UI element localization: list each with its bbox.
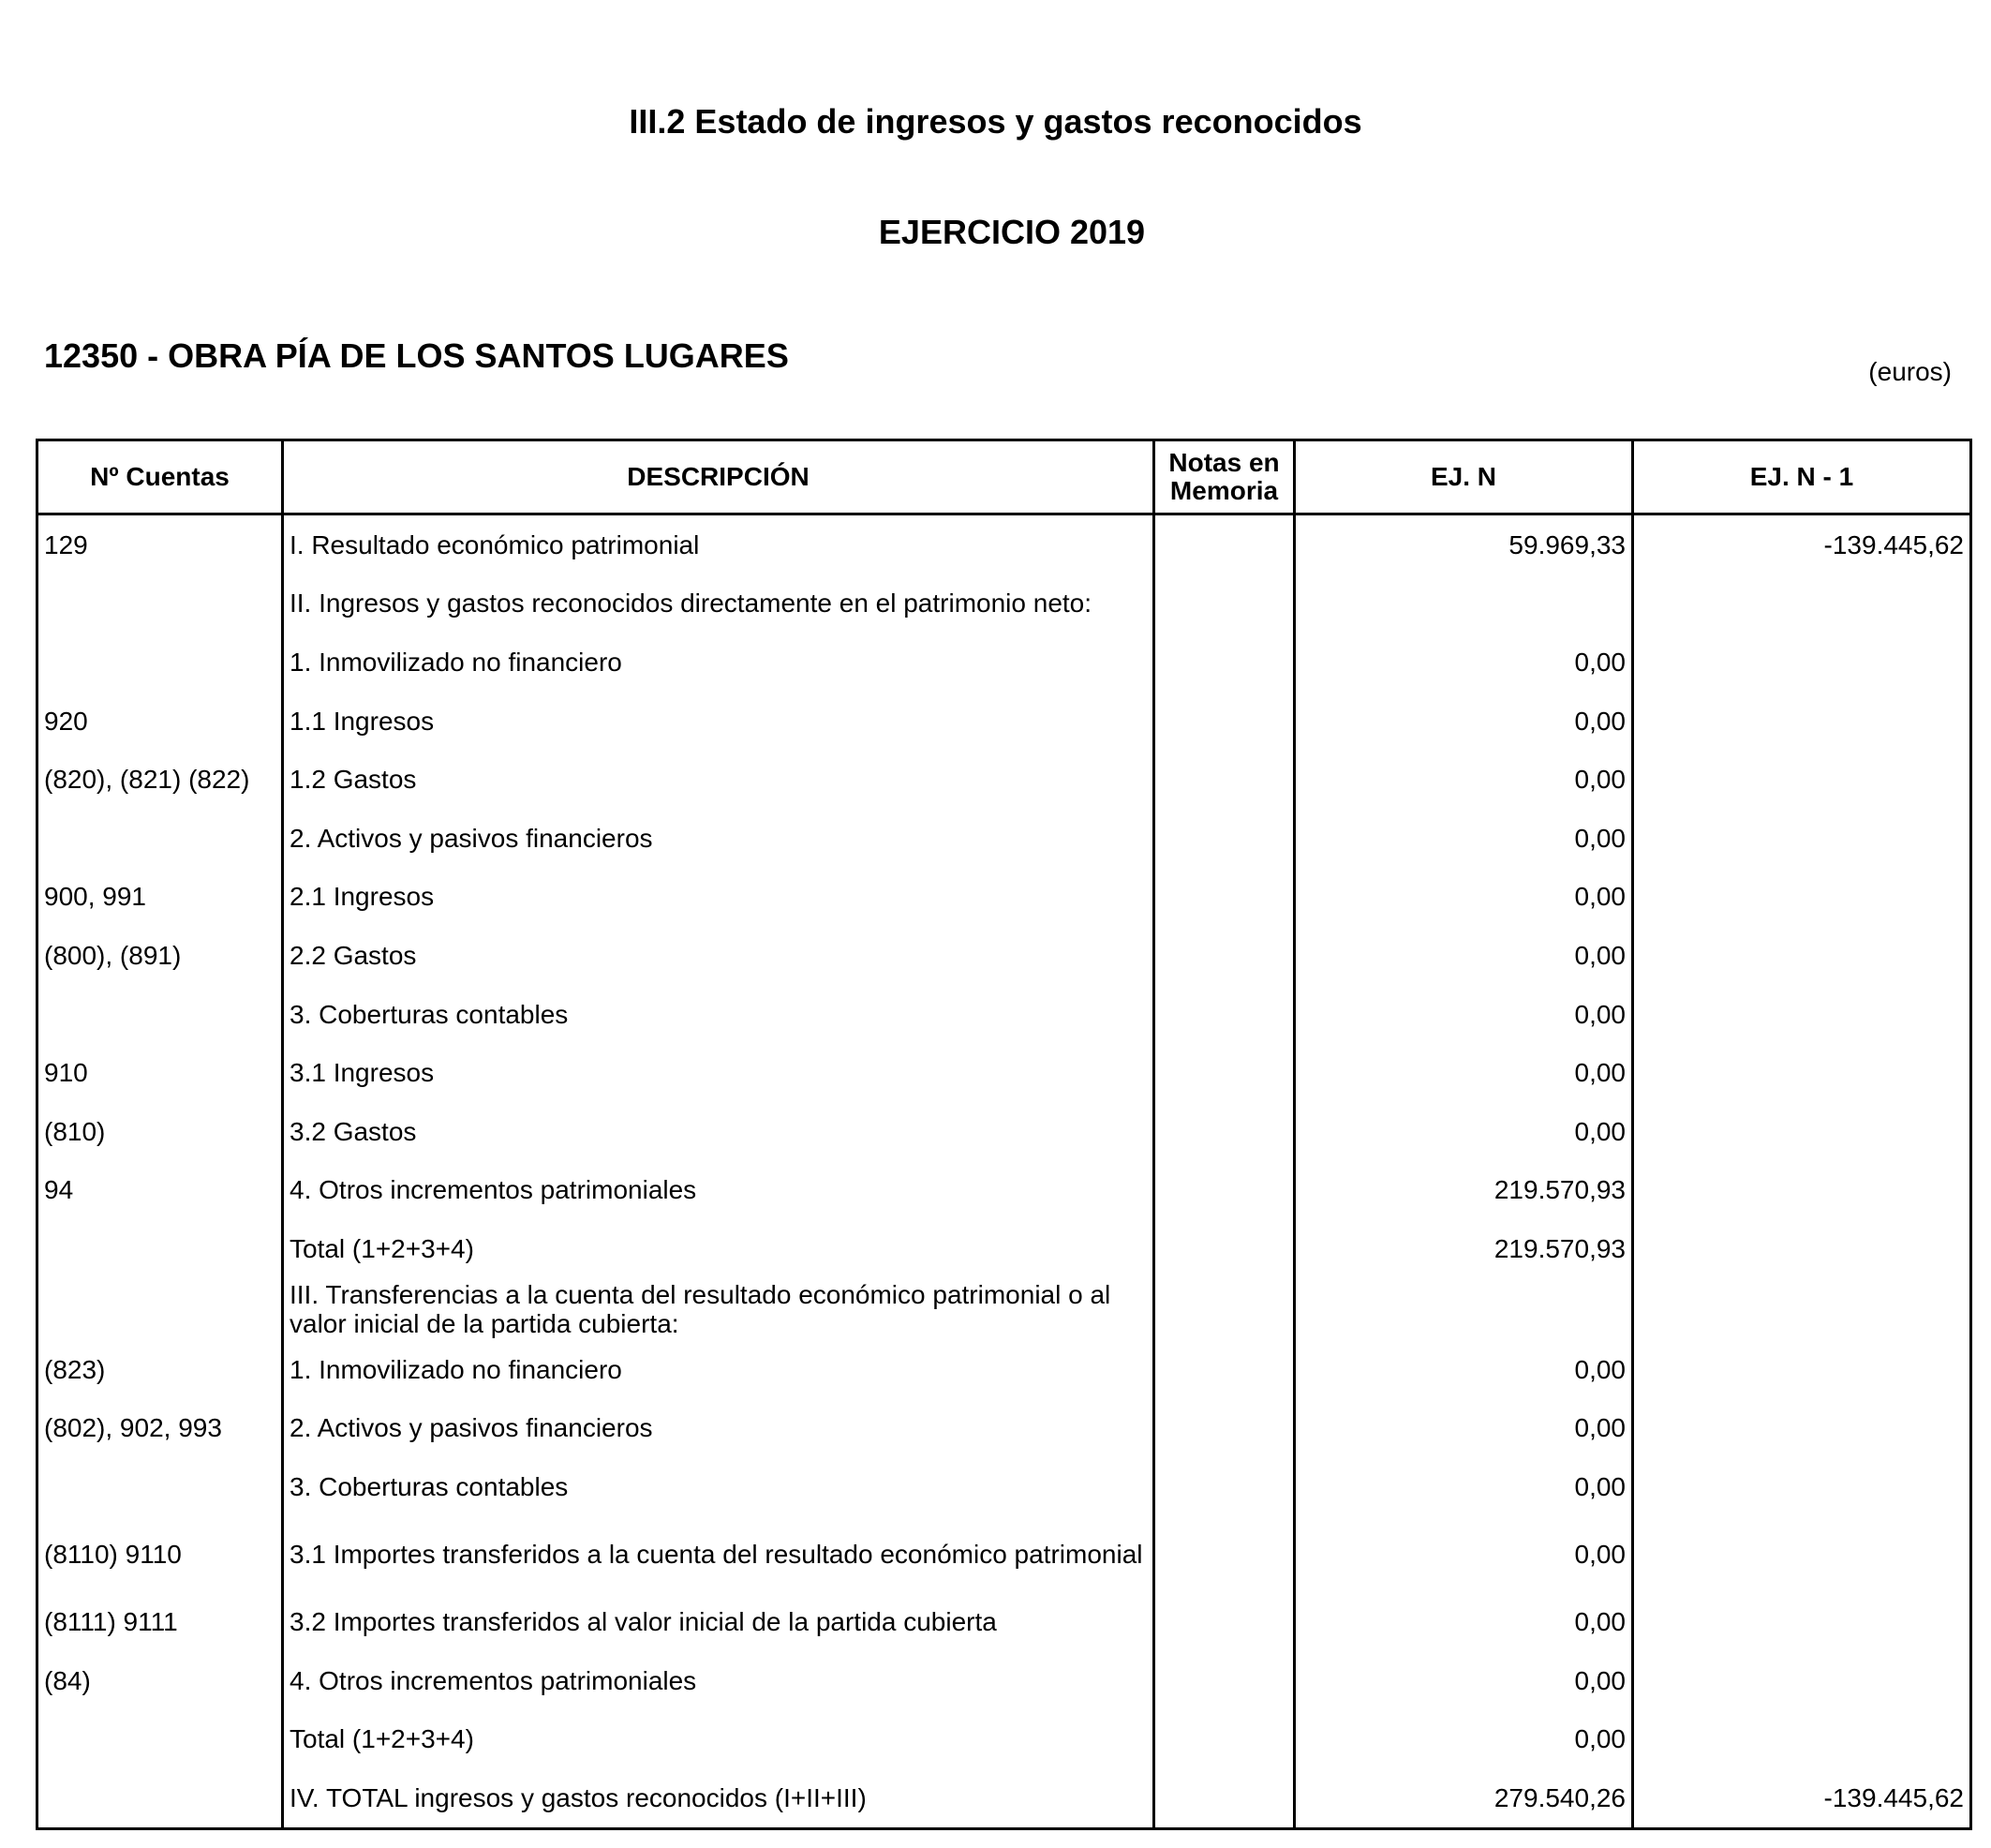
cell-notes (1154, 514, 1295, 574)
col-header-notes: Notas en Memoria (1154, 440, 1295, 514)
cell-accounts: (823) (37, 1340, 283, 1399)
cell-accounts: (802), 902, 993 (37, 1398, 283, 1457)
cell-accounts: (84) (37, 1651, 283, 1710)
cell-notes (1154, 633, 1295, 692)
cell-previous (1633, 1102, 1971, 1161)
cell-accounts: 94 (37, 1161, 283, 1220)
cell-description: 3. Coberturas contables (283, 985, 1154, 1044)
cell-accounts (37, 1710, 283, 1769)
cell-description: 2. Activos y pasivos financieros (283, 809, 1154, 868)
cell-notes (1154, 1161, 1295, 1220)
cell-notes (1154, 750, 1295, 809)
cell-description: 3.1 Ingresos (283, 1043, 1154, 1102)
cell-previous (1633, 1043, 1971, 1102)
table-row (37, 868, 1971, 927)
cell-current: 0,00 (1295, 1043, 1633, 1102)
col-header-description: DESCRIPCIÓN (283, 440, 1154, 514)
cell-previous (1633, 809, 1971, 868)
cell-accounts: 900, 991 (37, 868, 283, 927)
cell-current: 0,00 (1295, 1102, 1633, 1161)
cell-description: Total (1+2+3+4) (283, 1219, 1154, 1278)
table-row (37, 1340, 1971, 1399)
cell-previous (1633, 1710, 1971, 1769)
table-row (37, 1593, 1971, 1652)
cell-current: 0,00 (1295, 1710, 1633, 1769)
cell-current: 0,00 (1295, 1457, 1633, 1516)
cell-description: IV. TOTAL ingresos y gastos reconocidos (I+II+III) (283, 1768, 1154, 1828)
cell-notes (1154, 1278, 1295, 1340)
cell-description: I. Resultado económico patrimonial (283, 514, 1154, 574)
cell-accounts: (810) (37, 1102, 283, 1161)
cell-previous (1633, 1278, 1971, 1340)
cell-notes (1154, 1593, 1295, 1652)
cell-current: 0,00 (1295, 1593, 1633, 1652)
cell-current: 0,00 (1295, 633, 1633, 692)
cell-accounts: (820), (821) (822) (37, 750, 283, 809)
cell-accounts: (8111) 9111 (37, 1593, 283, 1652)
cell-current: 279.540,26 (1295, 1768, 1633, 1828)
cell-notes (1154, 809, 1295, 868)
cell-notes (1154, 1043, 1295, 1102)
cell-previous (1633, 1219, 1971, 1278)
col-header-accounts: Nº Cuentas (37, 440, 283, 514)
cell-previous (1633, 1161, 1971, 1220)
table-row (37, 1457, 1971, 1516)
cell-current: 0,00 (1295, 985, 1633, 1044)
cell-description: 1. Inmovilizado no financiero (283, 633, 1154, 692)
cell-previous (1633, 926, 1971, 985)
table-row (37, 1516, 1971, 1593)
cell-accounts: 910 (37, 1043, 283, 1102)
cell-current: 0,00 (1295, 926, 1633, 985)
cell-accounts (37, 574, 283, 633)
cell-notes (1154, 1651, 1295, 1710)
cell-current: 0,00 (1295, 1340, 1633, 1399)
cell-accounts: (8110) 9110 (37, 1516, 283, 1593)
cell-accounts (37, 1219, 283, 1278)
cell-current: 0,00 (1295, 750, 1633, 809)
table-header-row (37, 440, 1971, 514)
table-row (37, 926, 1971, 985)
cell-notes (1154, 926, 1295, 985)
cell-accounts (37, 1457, 283, 1516)
table-row (37, 1768, 1971, 1828)
cell-description: 4. Otros incrementos patrimoniales (283, 1161, 1154, 1220)
cell-notes (1154, 985, 1295, 1044)
cell-previous (1633, 1398, 1971, 1457)
cell-current: 219.570,93 (1295, 1161, 1633, 1220)
cell-description: 2. Activos y pasivos financieros (283, 1398, 1154, 1457)
cell-previous (1633, 692, 1971, 751)
cell-accounts: 129 (37, 514, 283, 574)
cell-description: 1.2 Gastos (283, 750, 1154, 809)
cell-previous (1633, 633, 1971, 692)
table-row (37, 809, 1971, 868)
cell-current: 0,00 (1295, 692, 1633, 751)
cell-previous (1633, 1593, 1971, 1652)
cell-notes (1154, 868, 1295, 927)
cell-notes (1154, 1516, 1295, 1593)
table-row (37, 985, 1971, 1044)
cell-previous (1633, 1457, 1971, 1516)
currency-units: (euros) (1868, 357, 1952, 386)
cell-accounts (37, 809, 283, 868)
cell-description: II. Ingresos y gastos reconocidos directamente en el patrimonio neto: (283, 574, 1154, 633)
cell-notes (1154, 1102, 1295, 1161)
cell-description: 4. Otros incrementos patrimoniales (283, 1651, 1154, 1710)
table-row (37, 574, 1971, 633)
cell-previous (1633, 1340, 1971, 1399)
cell-current: 0,00 (1295, 1651, 1633, 1710)
cell-previous: -139.445,62 (1633, 1768, 1971, 1828)
cell-previous: -139.445,62 (1633, 514, 1971, 574)
cell-accounts (37, 633, 283, 692)
cell-current (1295, 1278, 1633, 1340)
page-title: III.2 Estado de ingresos y gastos reconocidos (629, 102, 1362, 141)
table-row (37, 1102, 1971, 1161)
cell-notes (1154, 574, 1295, 633)
cell-description: 3.2 Importes transferidos al valor inicial de la partida cubierta (283, 1593, 1154, 1652)
cell-accounts: 920 (37, 692, 283, 751)
cell-previous (1633, 1516, 1971, 1593)
cell-notes (1154, 1457, 1295, 1516)
cell-current: 0,00 (1295, 809, 1633, 868)
cell-current (1295, 574, 1633, 633)
cell-description: 2.2 Gastos (283, 926, 1154, 985)
table-row (37, 750, 1971, 809)
cell-notes (1154, 1768, 1295, 1828)
cell-accounts (37, 985, 283, 1044)
cell-notes (1154, 1398, 1295, 1457)
table-row (37, 1043, 1971, 1102)
table-row (37, 633, 1971, 692)
cell-current: 0,00 (1295, 1398, 1633, 1457)
cell-current: 0,00 (1295, 868, 1633, 927)
cell-previous (1633, 985, 1971, 1044)
table-row (37, 1651, 1971, 1710)
cell-description: 3. Coberturas contables (283, 1457, 1154, 1516)
cell-notes (1154, 1710, 1295, 1769)
cell-accounts (37, 1278, 283, 1340)
cell-current: 219.570,93 (1295, 1219, 1633, 1278)
entity-name: 12350 - OBRA PÍA DE LOS SANTOS LUGARES (44, 336, 789, 375)
cell-current: 59.969,33 (1295, 514, 1633, 574)
col-header-previous-year: EJ. N - 1 (1633, 440, 1971, 514)
cell-notes (1154, 1219, 1295, 1278)
cell-previous (1633, 868, 1971, 927)
col-header-current-year: EJ. N (1295, 440, 1633, 514)
income-expense-table (36, 439, 1972, 1830)
cell-previous (1633, 750, 1971, 809)
cell-description: III. Transferencias a la cuenta del resultado económico patrimonial o al valor inicial de la partida cubierta: (283, 1278, 1154, 1340)
table-row (37, 1219, 1971, 1278)
table-row (37, 514, 1971, 574)
cell-description: 1.1 Ingresos (283, 692, 1154, 751)
table-row (37, 1161, 1971, 1220)
cell-description: 3.1 Importes transferidos a la cuenta del resultado económico patrimonial (283, 1516, 1154, 1593)
fiscal-year-heading: EJERCICIO 2019 (878, 213, 1146, 251)
cell-notes (1154, 1340, 1295, 1399)
cell-previous (1633, 574, 1971, 633)
table-row (37, 1710, 1971, 1769)
cell-description: 1. Inmovilizado no financiero (283, 1340, 1154, 1399)
table-row (37, 1398, 1971, 1457)
cell-notes (1154, 692, 1295, 751)
cell-accounts (37, 1768, 283, 1828)
cell-description: 2.1 Ingresos (283, 868, 1154, 927)
cell-current: 0,00 (1295, 1516, 1633, 1593)
cell-description: Total (1+2+3+4) (283, 1710, 1154, 1769)
table-row (37, 692, 1971, 751)
table-row (37, 1278, 1971, 1340)
cell-previous (1633, 1651, 1971, 1710)
cell-accounts: (800), (891) (37, 926, 283, 985)
cell-description: 3.2 Gastos (283, 1102, 1154, 1161)
